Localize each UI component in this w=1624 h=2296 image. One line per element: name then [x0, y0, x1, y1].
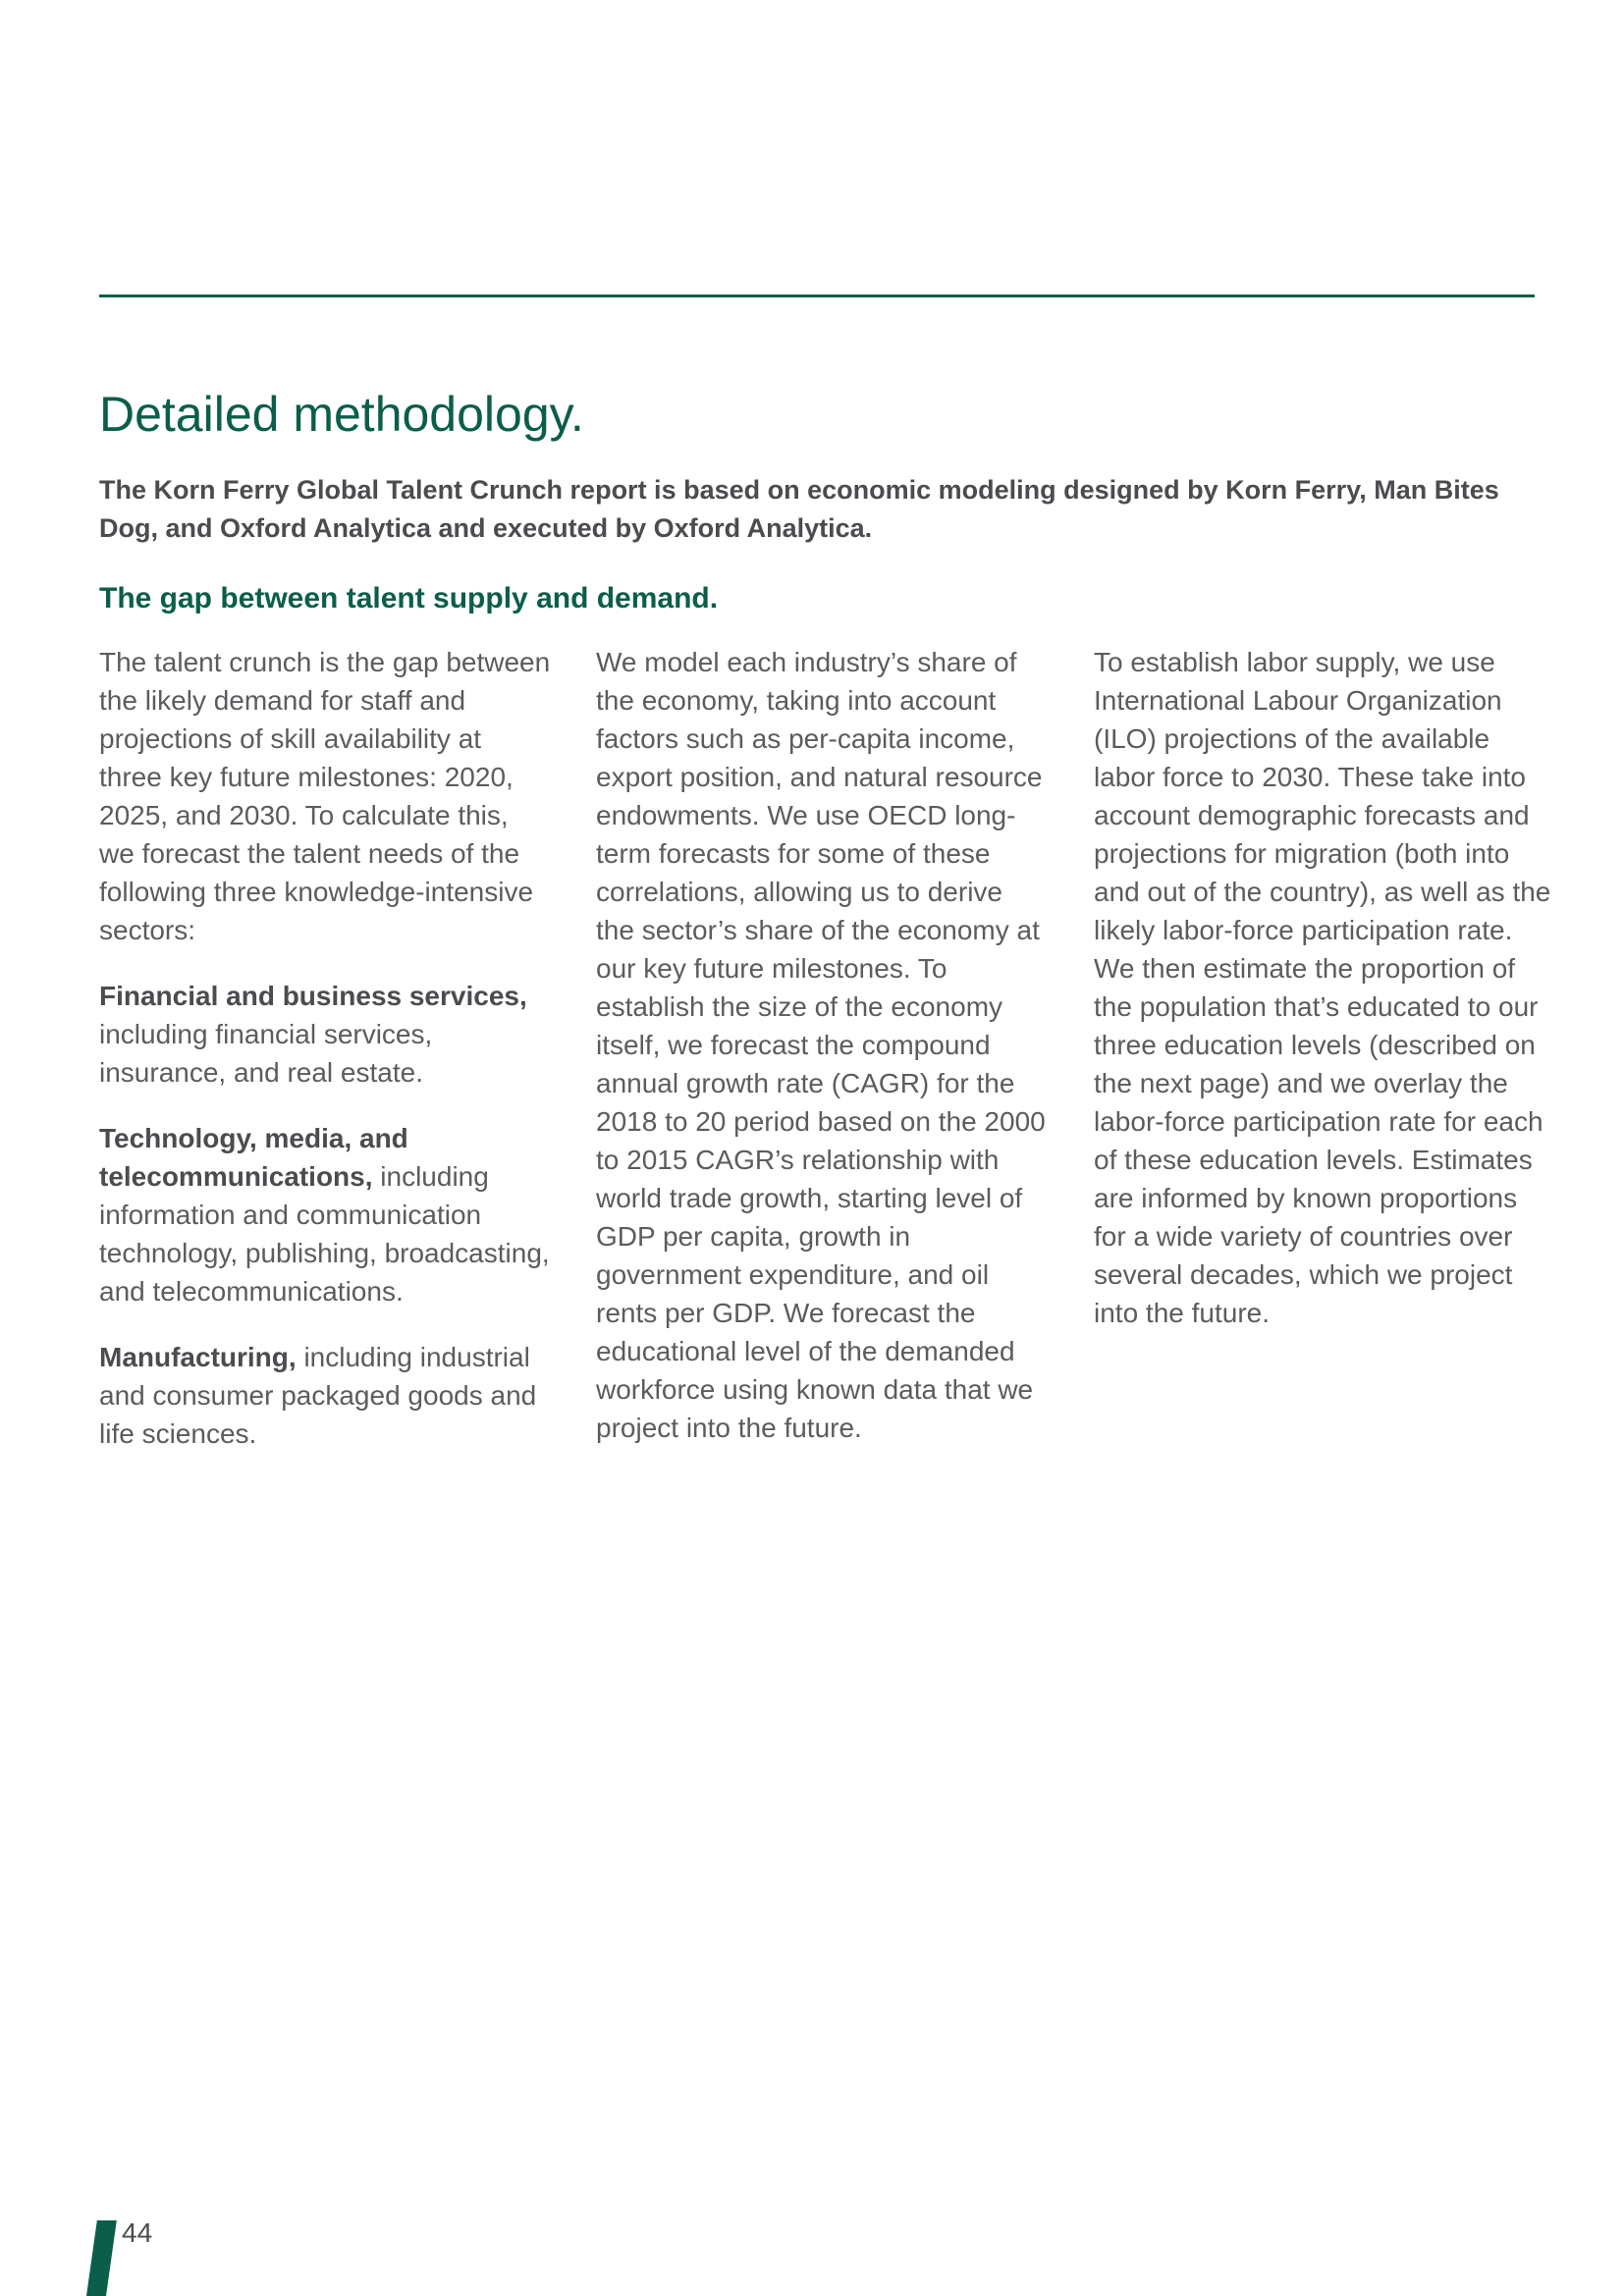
sector-manufacturing-name: Manufacturing,	[99, 1342, 297, 1372]
page-number: 44	[122, 2217, 153, 2248]
section-heading: The gap between talent supply and demand.	[99, 582, 719, 614]
column2-text: We model each industry’s share of the economy, taking into account factors such as per-capita income, export position, and natural resource endowments. We use OECD long-term forecasts for some of these correlations, allowing us to derive the sector’s share of the economy at our key future milestones. To establish the size of the economy itself, we forecast the compound annual growth rate (CAGR) for the 2018 to 20 period based on the 2000 to 2015 CAGR’s relationship with world trade growth, starting level of GDP per capita, growth in government expenditure, and oil rents per GDP. We forecast the educational level of the demanded workforce using known data that we project into the future.	[596, 647, 1046, 1443]
sector-technology-name: Technology, media, and telecommunications,	[99, 1123, 408, 1192]
text-column-3	[1094, 643, 1555, 1360]
sector-financial-name: Financial and business services,	[99, 981, 527, 1011]
page-marker-bar	[86, 2220, 117, 2296]
column1-intro: The talent crunch is the gap between the likely demand for staff and projections of skill availability at three key future milestones: 2020, 2025, and 2030. To calculate this, we forecast the talent needs of the following three knowledge-intensive sectors:	[99, 647, 551, 945]
top-divider	[99, 294, 1535, 297]
sector-manufacturing	[99, 1338, 551, 1453]
sector-manufacturing-detail: including industrial and consumer packaged goods and life sciences.	[99, 1342, 537, 1449]
sector-technology	[99, 1119, 551, 1310]
text-column-1	[99, 643, 551, 1480]
page-title: Detailed methodology.	[99, 387, 584, 442]
sector-technology-detail: including information and communication technology, publishing, broadcasting, and telecommunications.	[99, 1161, 550, 1307]
sector-financial	[99, 977, 551, 1092]
sector-financial-detail: including financial services, insurance, and real estate.	[99, 1019, 433, 1088]
text-column-2	[596, 643, 1048, 1474]
intro-paragraph: The Korn Ferry Global Talent Crunch report is based on economic modeling designed by Korn Ferry, Man Bites Dog, and Oxford Analytica and executed by Oxford Analytica.	[99, 475, 1499, 543]
column3-text: To establish labor supply, we use International Labour Organization (ILO) projections of the available labor force to 2030. These take into account demographic forecasts and projections for migration (both into and out of the country), as well as the likely labor-force participation rate. We then estimate the proportion of the population that’s educated to our three education levels (described on the next page) and we overlay the labor-force participation rate for each of these education levels. Estimates are informed by known proportions for a wide variety of countries over several decades, which we project into the future.	[1094, 647, 1551, 1328]
